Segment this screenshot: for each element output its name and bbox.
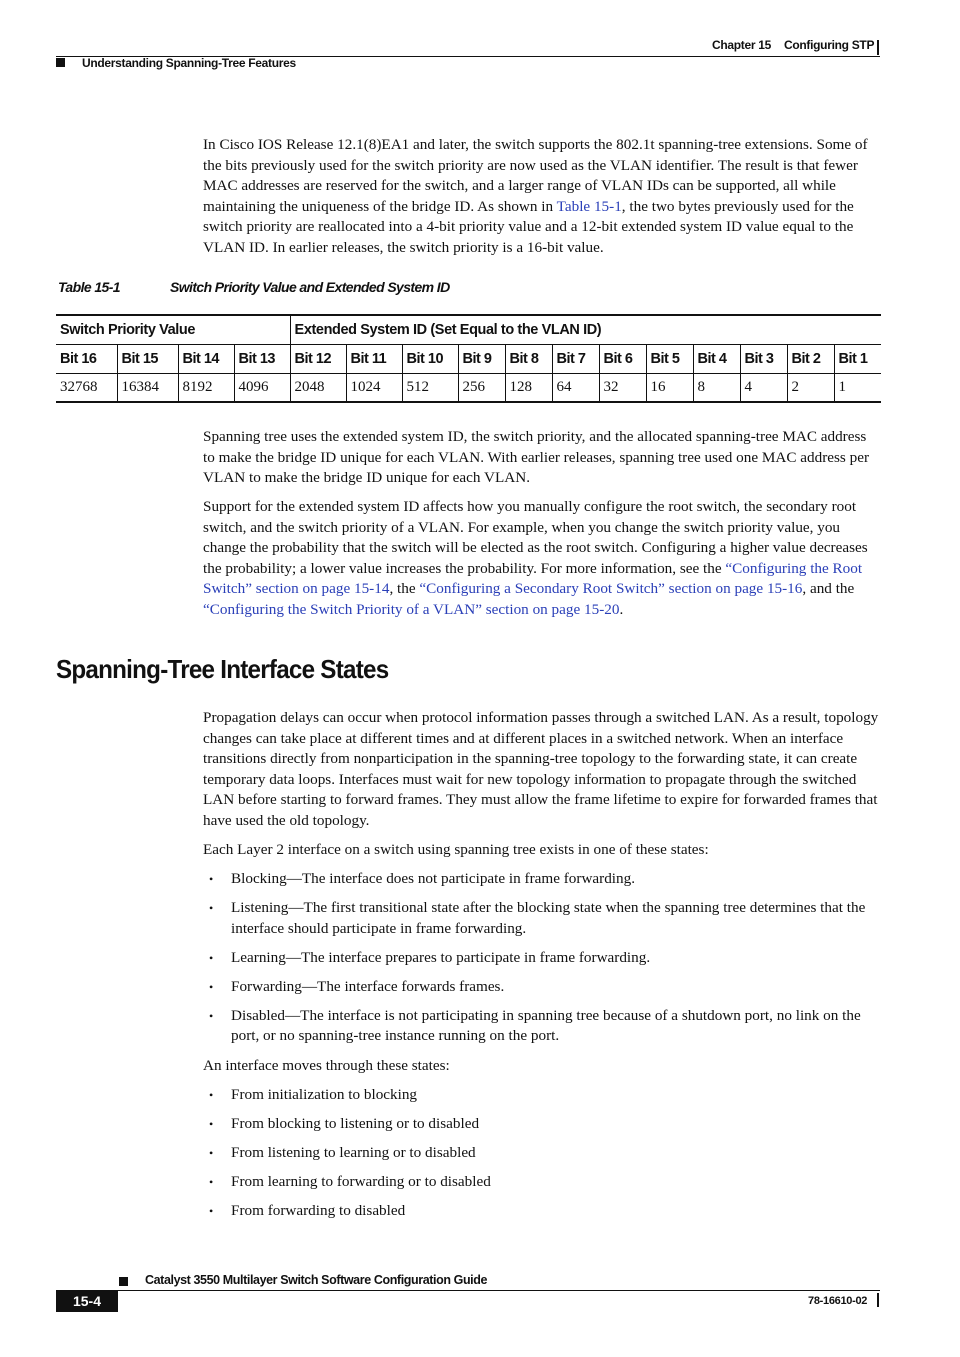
bit-value: 128 bbox=[505, 374, 552, 403]
footer-rule bbox=[56, 1290, 880, 1291]
bit-value: 512 bbox=[402, 374, 458, 403]
propagation-paragraph: Propagation delays can occur when protocol information passes through a switched LAN. As a result, topology changes can take place at different times and at different places in a switched network. When an interface transitions directly from nonparticipation in the spanning-tree topology to the forwarding state, it can create temporary data loops. Interfaces must wait for new topology information to propagate through the switched LAN before starting to forward frames. They must allow the frame lifetime to expire for forwarded frames that have used the old topology. bbox=[203, 709, 879, 829]
support-end: . bbox=[619, 600, 624, 618]
bit-header: Bit 13 bbox=[234, 345, 290, 374]
bit-header: Bit 2 bbox=[787, 345, 834, 374]
bit-value: 2 bbox=[787, 374, 834, 403]
table-caption-title: Switch Priority Value and Extended System ID bbox=[170, 279, 450, 295]
intro-paragraph bbox=[203, 135, 881, 259]
bit-value: 4 bbox=[740, 374, 787, 403]
bit-value: 16 bbox=[646, 374, 693, 403]
bit-value: 8192 bbox=[178, 374, 234, 403]
header-marker bbox=[56, 58, 65, 67]
bit-value: 2048 bbox=[290, 374, 346, 403]
switch-priority-link[interactable]: “Configuring the Switch Priority of a VLAN” section on page 15-20 bbox=[203, 600, 620, 618]
states-list bbox=[203, 869, 883, 1055]
table-15-1-link[interactable]: Table 15-1 bbox=[556, 197, 622, 215]
chapter-title: Configuring STP bbox=[784, 38, 875, 52]
list-item: • From forwarding to disabled bbox=[203, 1201, 883, 1222]
bit-header: Bit 14 bbox=[178, 345, 234, 374]
intro-text-1: In Cisco IOS Release 12.1(8)EA1 and later, the switch supports the 802.1t spanning-tree extensions. Some of the bits previously used for the switch priority are now used as the VLAN identifier. The result is that fewer MAC addresses are reserved for the switch, and a larger range of VLAN IDs can be supported, all while maintaining the uniqueness of the bridge ID. As shown in bbox=[203, 136, 868, 215]
footer-guide-title: Catalyst 3550 Multilayer Switch Software Configuration Guide bbox=[145, 1273, 488, 1287]
list-item: • From listening to learning or to disabled bbox=[203, 1143, 883, 1164]
bit-header: Bit 16 bbox=[56, 345, 117, 374]
bit-value: 32768 bbox=[56, 374, 117, 403]
support-sep-2: , and the bbox=[802, 580, 855, 598]
bit-value: 64 bbox=[552, 374, 599, 403]
list-item: • From initialization to blocking bbox=[203, 1085, 883, 1106]
chapter-label: Chapter 15 bbox=[712, 38, 772, 52]
bit-value: 16384 bbox=[117, 374, 178, 403]
support-paragraph bbox=[203, 497, 881, 621]
table-caption-label: Table 15-1 bbox=[58, 279, 120, 295]
bit-header: Bit 4 bbox=[693, 345, 740, 374]
table-value-row bbox=[56, 374, 881, 403]
bit-value: 8 bbox=[693, 374, 740, 403]
bit-header: Bit 15 bbox=[117, 345, 178, 374]
section-running-head: Understanding Spanning-Tree Features bbox=[82, 56, 296, 70]
bit-value: 32 bbox=[599, 374, 646, 403]
table-group-header-row bbox=[56, 315, 881, 345]
page-number: 15-4 bbox=[56, 1291, 118, 1312]
group-header-priority: Switch Priority Value bbox=[56, 315, 290, 345]
footer-bar bbox=[877, 1293, 879, 1307]
bit-header: Bit 12 bbox=[290, 345, 346, 374]
header-bar bbox=[877, 40, 879, 55]
bit-value: 1 bbox=[834, 374, 881, 403]
bit-header: Bit 7 bbox=[552, 345, 599, 374]
document-number: 78-16610-02 bbox=[808, 1295, 868, 1307]
bit-header: Bit 8 bbox=[505, 345, 552, 374]
states-intro: Each Layer 2 interface on a switch using spanning tree exists in one of these states: bbox=[203, 841, 709, 858]
priority-table bbox=[56, 314, 881, 403]
bit-header: Bit 5 bbox=[646, 345, 693, 374]
secondary-root-link[interactable]: “Configuring a Secondary Root Switch” section on page 15-16 bbox=[419, 580, 803, 598]
list-item: • Forwarding—The interface forwards frames. bbox=[203, 977, 883, 998]
bit-value: 4096 bbox=[234, 374, 290, 403]
support-sep-1: , the bbox=[389, 580, 420, 598]
support-text: Support for the extended system ID affects how you manually configure the root switch, the secondary root switch, and the switch priority of a VLAN. For example, when you change the switch priority value, you change the probability that the switch will be elected as the root switch. Configuring a higher value decreases the probability; a lower value increases the probability. For more information, see the bbox=[203, 498, 868, 577]
bit-header: Bit 6 bbox=[599, 345, 646, 374]
extended-id-paragraph: Spanning tree uses the extended system ID, the switch priority, and the allocated spanning-tree MAC address to make the bridge ID unique for each VLAN. With earlier releases, spanning tree used one MAC address per VLAN to make the bridge ID unique for each VLAN. bbox=[203, 428, 870, 487]
transitions-intro: An interface moves through these states: bbox=[203, 1057, 450, 1074]
list-item: • Blocking—The interface does not participate in frame forwarding. bbox=[203, 869, 883, 890]
bit-header: Bit 11 bbox=[346, 345, 402, 374]
bit-header: Bit 10 bbox=[402, 345, 458, 374]
section-title: Spanning-Tree Interface States bbox=[56, 654, 389, 684]
bit-value: 256 bbox=[458, 374, 505, 403]
table-bit-header-row bbox=[56, 345, 881, 374]
list-item: • Learning—The interface prepares to participate in frame forwarding. bbox=[203, 948, 883, 969]
list-item: • From blocking to listening or to disabled bbox=[203, 1114, 883, 1135]
root-switch-link[interactable]: “Configuring the Root Switch” section on page 15-14 bbox=[203, 559, 863, 598]
bit-header: Bit 3 bbox=[740, 345, 787, 374]
list-item: • Disabled—The interface is not participating in spanning tree because of a shutdown port, no link on the port, or no spanning-tree instance running on the port. bbox=[203, 1006, 883, 1047]
list-item: • Listening—The first transitional state after the blocking state when the spanning tree determines that the interface should participate in frame forwarding. bbox=[203, 898, 883, 939]
group-header-extended-id: Extended System ID (Set Equal to the VLAN ID) bbox=[290, 315, 881, 345]
bit-value: 1024 bbox=[346, 374, 402, 403]
bit-header: Bit 1 bbox=[834, 345, 881, 374]
transitions-list bbox=[203, 1085, 883, 1230]
list-item: • From learning to forwarding or to disabled bbox=[203, 1172, 883, 1193]
footer-marker bbox=[119, 1277, 128, 1286]
bit-header: Bit 9 bbox=[458, 345, 505, 374]
intro-text-2: , the two bytes previously used for the switch priority are reallocated into a 4-bit priority value and a 12-bit extended system ID value equal to the VLAN ID. In earlier releases, the switch priority is a 16-bit value. bbox=[203, 197, 854, 256]
